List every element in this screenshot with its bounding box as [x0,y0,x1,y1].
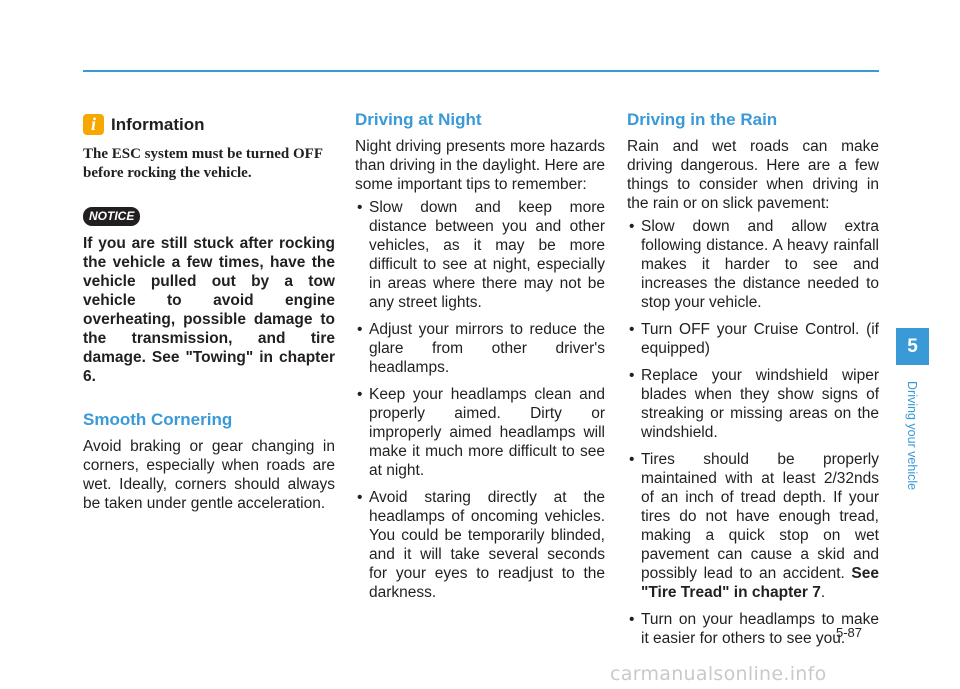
tire-tread-reference: See "Tire Tread" in chapter 7 [641,565,880,601]
list-item: • Turn OFF your Cruise Control. (if equipped) [627,320,879,358]
list-item: • Avoid staring directly at the headlamps of oncoming vehicles. You could be temporarily blinded, and it will take several seconds for your eyes to readjust to the darkness. [355,488,605,602]
tires-end: . [820,584,826,601]
driving-in-rain-intro: Rain and wet roads can make driving dangerous. Here are a few things to consider when driving in the rain or on slick pavement: [627,138,879,212]
tires-text: Tires should be properly maintained with at least 2/32nds of an inch of tread depth. If your tires do not have enough tread, making a quick stop on wet pavement can cause a skid and possibly lead to an accident. [641,451,879,582]
column-2 [355,110,605,610]
list-item: • Slow down and allow extra following distance. A heavy rainfall makes it harder to see and increases the distance needed to stop your vehicle. [627,217,879,312]
section-title-driving-at-night: Driving at Night [355,110,482,129]
list-item-tires [627,450,879,602]
smooth-cornering-text: Avoid braking or gear changing in corners, especially when roads are wet. Ideally, corners should always be taken under gentle acceleration. [83,438,335,512]
notice-text: If you are still stuck after rocking the vehicle a few times, have the vehicle pulled out by a tow vehicle to avoid engine overheating, possible damage to the transmission, and tire damage. See "Towing" in chapter 6. [83,235,335,385]
page-number: 5-87 [836,625,863,640]
section-title-driving-in-rain: Driving in the Rain [627,110,778,129]
night-tips-list [355,198,605,602]
column-3 [627,110,879,656]
top-rule [83,70,879,72]
information-heading [83,114,335,135]
list-item: • Turn on your headlamps to make it easier for others to see you. [627,610,879,648]
chapter-label: Driving your vehicle [905,381,919,491]
chapter-number-tab: 5 [896,328,929,365]
list-item: • Replace your windshield wiper blades when they show signs of streaking or missing areas on the windshield. [627,366,879,442]
watermark: carmanualsonline.info [610,663,827,685]
information-icon: i [83,114,104,135]
information-text: The ESC system must be turned OFF before rocking the vehicle. [83,146,323,181]
list-item: • Adjust your mirrors to reduce the glare from other driver's headlamps. [355,320,605,377]
notice-badge: NOTICE [83,207,140,226]
rain-tips-list [627,217,879,648]
section-title-smooth-cornering: Smooth Cornering [83,410,233,429]
driving-at-night-intro: Night driving presents more hazards than driving in the daylight. Here are some important tips to remember: [355,138,605,193]
list-item: • Keep your headlamps clean and properly aimed. Dirty or improperly aimed headlamps will make it much more difficult to see at night. [355,385,605,480]
column-1 [83,110,335,513]
information-title: Information [111,115,205,134]
list-item: • Slow down and keep more distance between you and other vehicles, as it may be more difficult to see at night, especially in areas where there may not be any street lights. [355,198,605,312]
